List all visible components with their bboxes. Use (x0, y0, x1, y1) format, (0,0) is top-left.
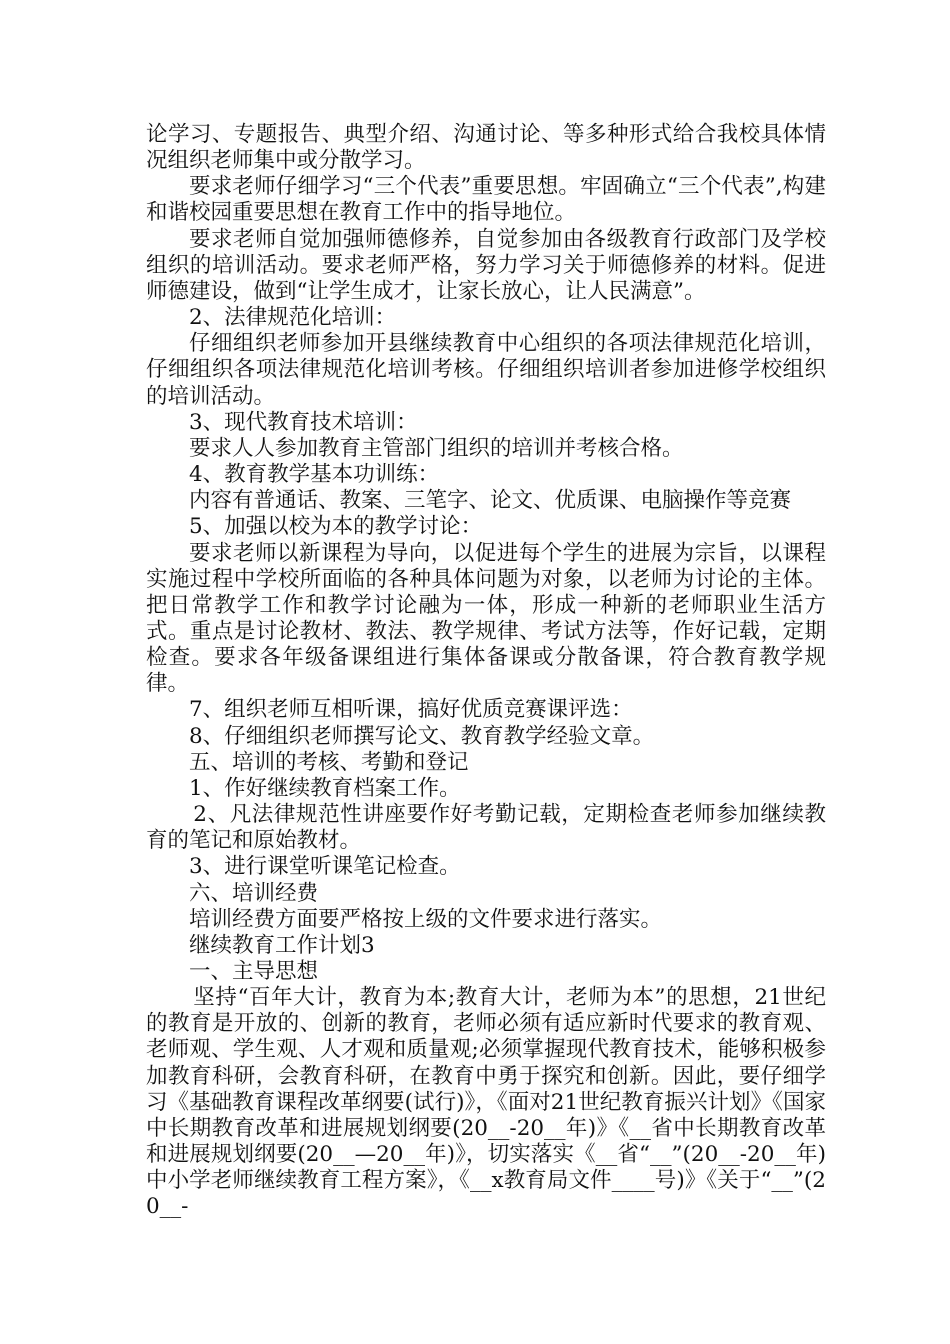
section-heading: 4、教育教学基本功训练： (189, 462, 440, 488)
document-subtitle: 继续教育工作计划3 (189, 932, 375, 958)
paragraph: 内容有普通话、教案、三笔字、论文、优质课、电脑操作等竞赛 (189, 488, 792, 514)
paragraph: 仔细组织老师参加开县继续教育中心组织的各项法律规范化培训，仔细组织各项法律规范化培训考核。仔细组织培训者参加进修学校组织的培训活动。 (146, 331, 826, 409)
paragraph: 7、组织老师互相听课，搞好优质竞赛课评选： (189, 697, 633, 723)
section-heading: 2、法律规范化培训： (189, 305, 397, 331)
document-body (146, 122, 826, 1221)
paragraph: 坚持“百年大计，教育为本;教育大计，老师为本”的思想，21世纪的教育是开放的、创新的教育，老师必须有适应新时代要求的教育观、老师观、学生观、人才观和质量观;必须掌握现代教育技术，能够积极参加教育科研，会教育科研，在教育中勇于探究和创新。因此，要仔细学习《基础教育课程改革纲要(试行)》，《面对21世纪教育振兴计划》《国家中长期教育改革和进展规划纲要(20__-20__年)》《__省中长期教育改革和进展规划纲要(20__—20__年)》，切实落实《__省“__”(20__-20__年)中小学老师继续教育工程方案》，《__x教育局文件____号)》《关于“__”(20__- (146, 985, 826, 1220)
paragraph: 要求老师以新课程为导向，以促进每个学生的进展为宗旨，以课程实施过程中学校所面临的各种具体问题为对象，以老师为讨论的主体。把日常教学工作和教学讨论融为一体，形成一种新的老师职业生活方式。重点是讨论教材、教法、教学规律、考试方法等，作好记载，定期检查。要求各年级备课组进行集体备课或分散备课，符合教育教学规律。 (146, 540, 826, 697)
paragraph: 2、凡法律规范性讲座要作好考勤记载，定期检查老师参加继续教育的笔记和原始教材。 (146, 802, 826, 854)
paragraph: 要求老师仔细学习“三个代表”重要思想。牢固确立“三个代表”,构建和谐校园重要思想在教育工作中的指导地位。 (146, 174, 826, 226)
section-heading: 5、加强以校为本的教学讨论： (189, 514, 483, 540)
section-heading: 五、培训的考核、考勤和登记 (189, 749, 469, 775)
section-heading: 六、培训经费 (189, 880, 319, 906)
section-heading: 一、主导思想 (189, 959, 319, 984)
paragraph: 论学习、专题报告、典型介绍、沟通讨论、等多种形式给合我校具体情况组织老师集中或分散学习。 (146, 122, 826, 174)
section-heading: 3、现代教育技术培训： (189, 409, 418, 435)
paragraph: 8、仔细组织老师撰写论文、教育教学经验文章。 (189, 723, 655, 749)
paragraph: 要求人人参加教育主管部门组织的培训并考核合格。 (189, 435, 684, 461)
paragraph: 要求老师自觉加强师德修养，自觉参加由各级教育行政部门及学校组织的培训活动。要求老师严格，努力学习关于师德修养的材料。促进师德建设，做到“让学生成才，让家长放心，让人民满意”。 (146, 226, 826, 304)
paragraph: 1、作好继续教育档案工作。 (189, 775, 461, 801)
paragraph: 培训经费方面要严格按上级的文件要求进行落实。 (189, 906, 663, 932)
paragraph: 3、进行课堂听课笔记检查。 (189, 854, 461, 880)
